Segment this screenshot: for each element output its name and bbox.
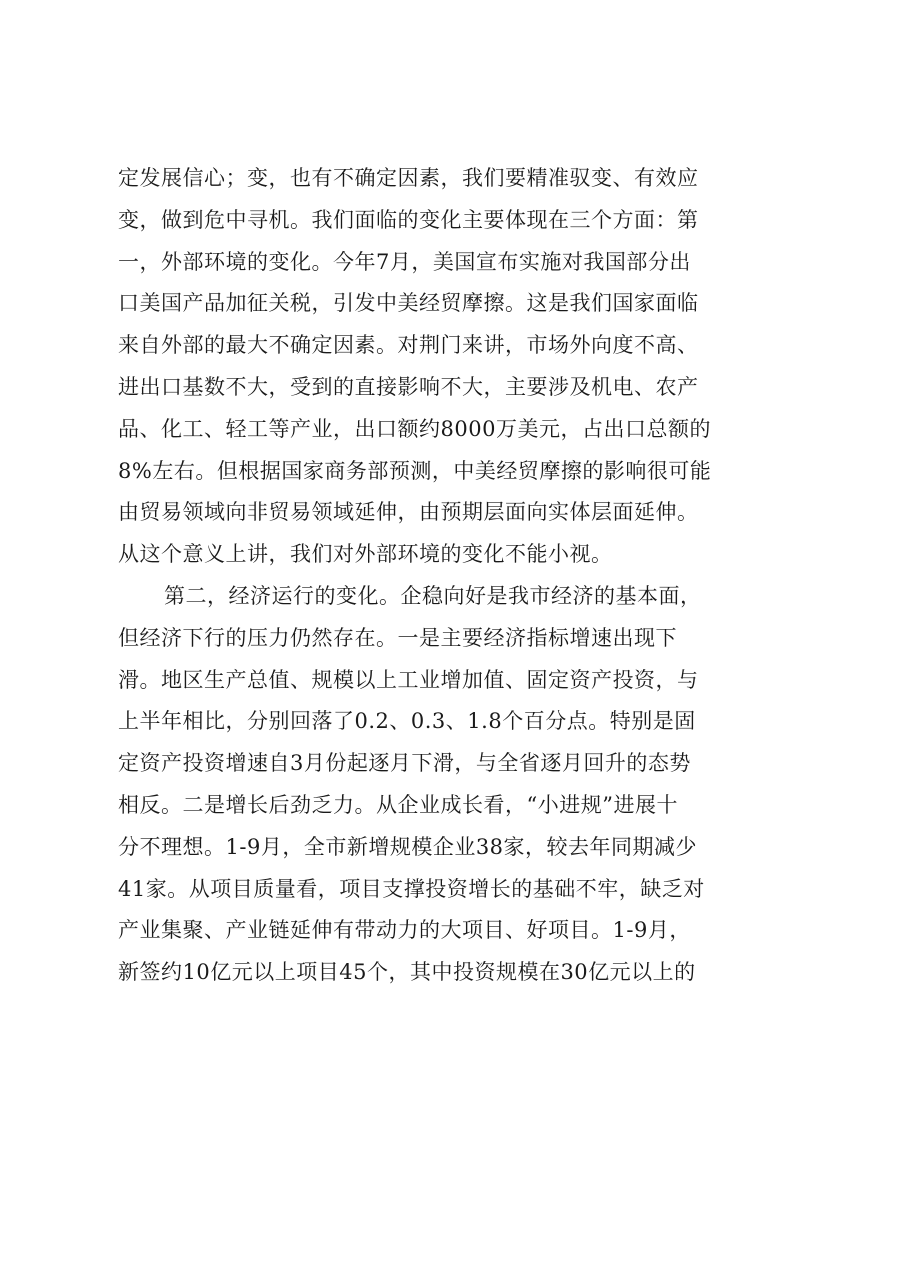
text-line: 从这个意义上讲，我们对外部环境的变化不能小视。 <box>118 542 613 567</box>
text-line: 41家。从项目质量看，项目支撑投资增长的基础不牢，缺乏对 <box>118 876 705 901</box>
text-line: 口美国产品加征关税，引发中美经贸摩擦。这是我们国家面临 <box>118 291 699 316</box>
text-line: 品、化工、轻工等产业，出口额约8000万美元，占出口总额的 <box>118 416 711 441</box>
text-line: 由贸易领域向非贸易领域延伸，由预期层面向实体层面延伸。 <box>118 500 699 525</box>
text-line: 定发展信心；变，也有不确定因素，我们要精准驭变、有效应 <box>118 166 699 190</box>
body-text <box>118 158 798 994</box>
text-line: 定资产投资增速自3月份起逐月下滑，与全省逐月回升的态势 <box>118 751 691 776</box>
text-line: 新签约10亿元以上项目45个，其中投资规模在30亿元以上的 <box>118 960 696 985</box>
text-line: 进出口基数不大，受到的直接影响不大，主要涉及机电、农产 <box>118 374 699 399</box>
text-line: 一，外部环境的变化。今年7月，美国宣布实施对我国部分出 <box>118 249 691 274</box>
text-line: 变，做到危中寻机。我们面临的变化主要体现在三个方面：第 <box>118 207 699 232</box>
text-line: 分不理想。1-9月，全市新增规模企业38家，较去年同期减少 <box>118 834 698 859</box>
text-line: 但经济下行的压力仍然存在。一是主要经济指标增速出现下 <box>118 625 677 650</box>
text-line: 8%左右。但根据国家商务部预测，中美经贸摩擦的影响很可能 <box>118 458 712 483</box>
text-line: 产业集聚、产业链延伸有带动力的大项目、好项目。1-9月， <box>118 918 691 943</box>
text-line: 滑。地区生产总值、规模以上工业增加值、固定资产投资，与 <box>118 667 699 692</box>
text-line: 第二，经济运行的变化。企稳向好是我市经济的基本面， <box>164 583 702 608</box>
text-line: 上半年相比，分别回落了0.2、0.3、1.8个百分点。特别是固 <box>118 709 696 734</box>
text-line: 相反。二是增长后劲乏力。从企业成长看，“小进规”进展十 <box>118 792 678 817</box>
text-line: 来自外部的最大不确定因素。对荆门来讲，市场外向度不高、 <box>118 333 699 358</box>
